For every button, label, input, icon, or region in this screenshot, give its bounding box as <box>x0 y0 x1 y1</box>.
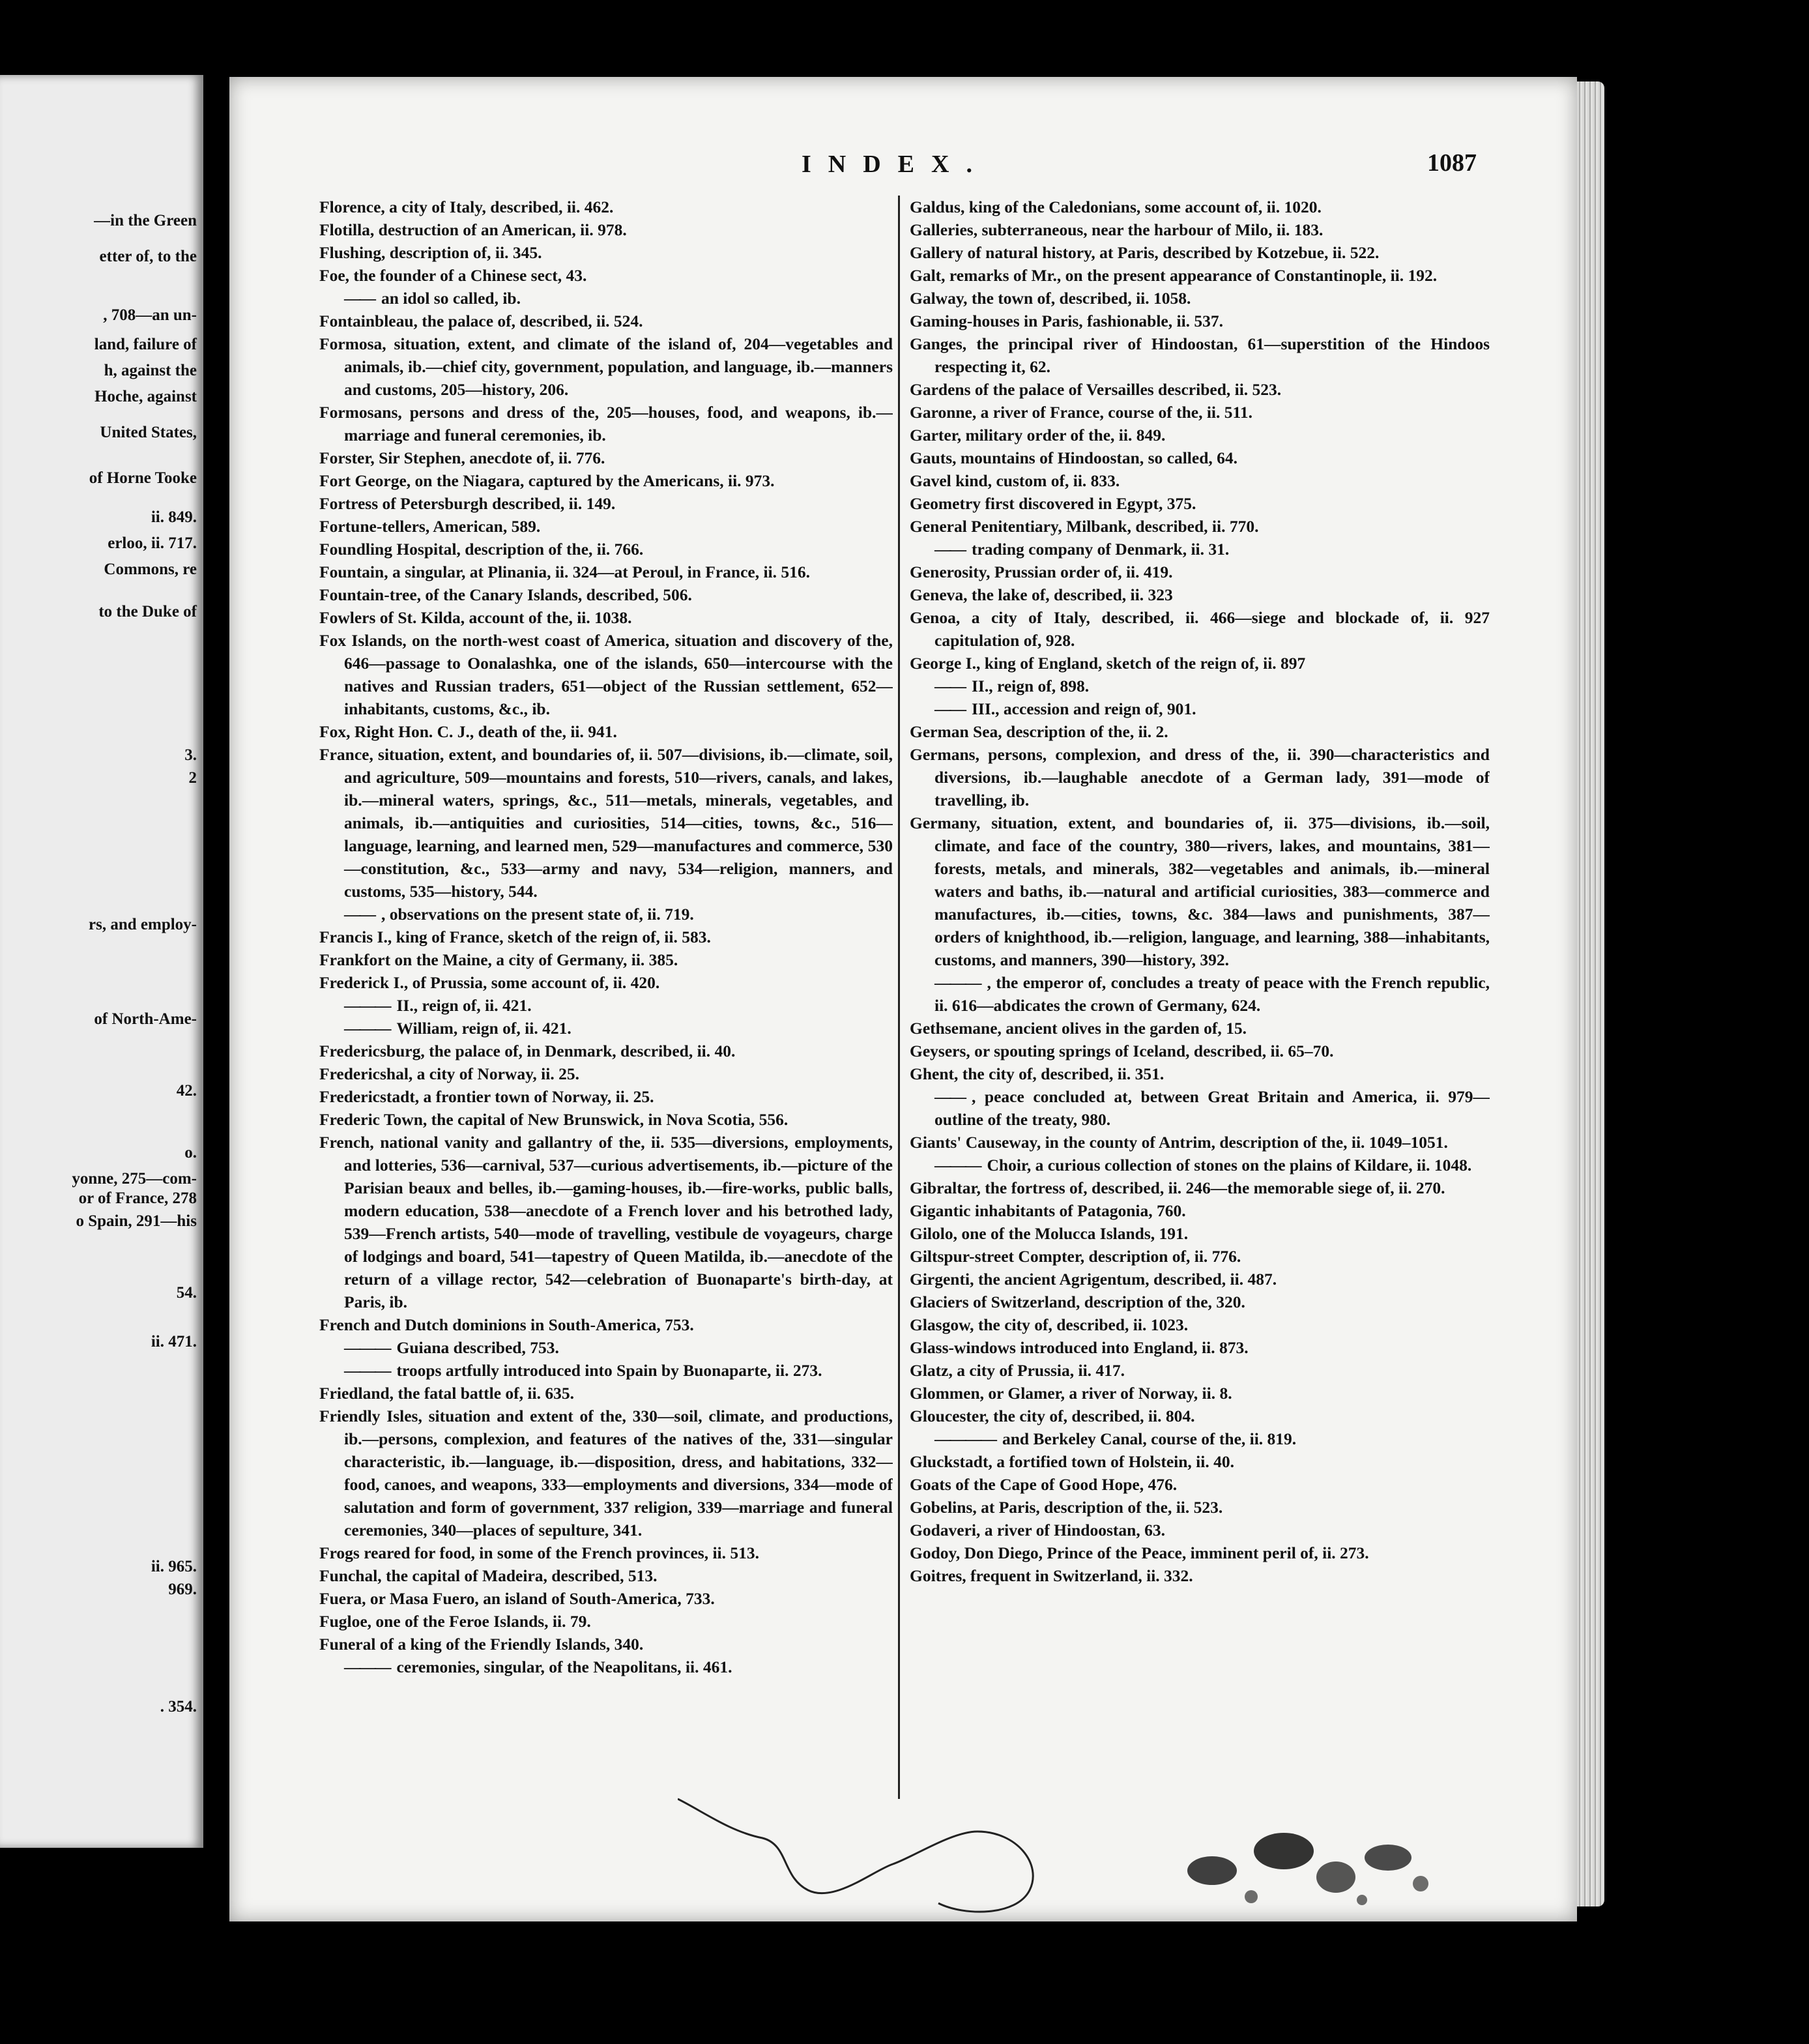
index-entry <box>910 469 1490 492</box>
index-entry <box>910 1291 1490 1313</box>
index-entry-text: General Penitentiary, Milbank, described, ii. 770. <box>910 517 1259 536</box>
index-entry <box>910 1131 1490 1154</box>
ditto-dash: ——— <box>344 1361 390 1380</box>
index-entry-text: Fredericstadt, a frontier town of Norway, ii. 25. <box>319 1087 654 1106</box>
facing-page-text-fragment: erloo, ii. 717. <box>108 534 197 552</box>
index-column-left <box>319 196 893 1812</box>
index-entry <box>319 515 893 538</box>
index-entry <box>910 1017 1490 1040</box>
facing-page-text-fragment: o Spain, 291—his <box>76 1212 197 1230</box>
page-number: 1087 <box>1427 149 1477 177</box>
index-entry <box>910 720 1490 743</box>
index-entry <box>910 446 1490 469</box>
index-entry-text: Germany, situation, extent, and boundaries of, ii. 375—divisions, ib.—soil, climate, and face of the country, 380—rivers, lakes, and mountains, 381—forests, metals, and minerals, 382—vegetables and animals, ib.—mineral waters and baths, ib.—natural and artificial curiosities, 383—commerce and manufactures, ib.—cities, towns, &c. 384—laws and punishments, 387—orders of knighthood, ib.—religion, language, and learning, 388—inhabitants, customs, and manners, 390—history, 392. <box>910 813 1490 969</box>
index-entry-text: II., reign of, 898. <box>972 677 1090 695</box>
index-entry-text: and Berkeley Canal, course of the, ii. 819. <box>1002 1429 1297 1448</box>
index-entry <box>319 1656 893 1678</box>
index-entry <box>319 583 893 606</box>
index-entry <box>319 1633 893 1656</box>
index-entry-text: troops artfully introduced into Spain by Buonaparte, ii. 273. <box>396 1361 822 1380</box>
index-entry-text: Germans, persons, complexion, and dress of the, ii. 390—characteristics and diversions, ib.—laughable anecdote of a German lady, 391—mode of travelling, ib. <box>910 745 1490 810</box>
index-entry-text: Fortress of Petersburgh described, ii. 149. <box>319 494 616 513</box>
index-entry-text: Fox, Right Hon. C. J., death of the, ii. 941. <box>319 722 617 741</box>
index-entry <box>910 332 1490 378</box>
ditto-dash: ——— <box>344 1019 390 1038</box>
facing-page-text-fragment: or of France, 278 <box>78 1190 197 1207</box>
index-entry-text: Fountain-tree, of the Canary Islands, described, 506. <box>319 585 692 604</box>
index-entry-text: Francis I., king of France, sketch of the reign of, ii. 583. <box>319 927 711 946</box>
index-entry-text: Gilolo, one of the Molucca Islands, 191. <box>910 1224 1189 1243</box>
index-entry <box>319 538 893 561</box>
index-entry-text: Gavel kind, custom of, ii. 833. <box>910 471 1120 490</box>
facing-page-text-fragment: ii. 849. <box>151 508 197 526</box>
index-entry <box>910 971 1490 1017</box>
index-entry-text: French, national vanity and gallantry of the, ii. 535—diversions, employments, and lotteries, 536—carnival, 537—curious advertisements, ib.—picture of the Parisian beaux and belles, ib.—gaming-houses, ib.—fire-works, public balls, modern education, 538—anecdote of a French lover and his betrothed lady, 539—French artists, 540—mode of travelling, vestibule de voyageurs, charge of lodgings and board, 541—tapestry of Queen Matilda, ib.—anecdote of the return of a village rector, 542—celebration of Buonaparte's birth-day, at Paris, ib. <box>319 1133 893 1311</box>
facing-page-text-fragment: etter of, to the <box>99 248 197 265</box>
index-entry <box>319 1564 893 1587</box>
index-entry-text: Frederic Town, the capital of New Brunswick, in Nova Scotia, 556. <box>319 1110 789 1129</box>
index-entry-text: Geneva, the lake of, described, ii. 323 <box>910 585 1173 604</box>
index-entry-text: Fountain, a singular, at Plinania, ii. 324—at Peroul, in France, ii. 516. <box>319 562 811 581</box>
index-entry-text: ceremonies, singular, of the Neapolitans, ii. 461. <box>396 1657 732 1676</box>
facing-page-text-fragment: —in the Green <box>94 212 197 229</box>
index-entry-text: Fredericshal, a city of Norway, ii. 25. <box>319 1064 579 1083</box>
index-entry-text: Gluckstadt, a fortified town of Holstein, ii. 40. <box>910 1452 1234 1471</box>
index-entry-text: German Sea, description of the, ii. 2. <box>910 722 1168 741</box>
index-entry-text: Giltspur-street Compter, description of, ii. 776. <box>910 1247 1241 1266</box>
index-entry-text: Goitres, frequent in Switzerland, ii. 332. <box>910 1566 1193 1585</box>
index-entry <box>910 515 1490 538</box>
index-entry <box>910 287 1490 310</box>
index-entry-text: Fugloe, one of the Feroe Islands, ii. 79. <box>319 1612 591 1631</box>
index-entry <box>319 971 893 994</box>
index-entry <box>910 424 1490 446</box>
index-entry-text: Ghent, the city of, described, ii. 351. <box>910 1064 1165 1083</box>
index-entry-text: Gethsemane, ancient olives in the garden of, 15. <box>910 1019 1247 1038</box>
index-entry <box>910 264 1490 287</box>
pen-scribble-mark <box>678 1792 1043 1923</box>
index-entry <box>319 1131 893 1313</box>
facing-page-text-fragment: rs, and employ- <box>89 916 197 933</box>
index-entry-text: Gobelins, at Paris, description of the, ii. 523. <box>910 1498 1223 1517</box>
facing-page-text-fragment: of Horne Tooke <box>89 469 197 487</box>
index-entry-text: , peace concluded at, between Great Britain and America, ii. 979—outline of the treaty, 980. <box>934 1087 1490 1129</box>
index-entry-text: trading company of Denmark, ii. 31. <box>972 540 1230 559</box>
index-entry-text: Frankfort on the Maine, a city of Germany, ii. 385. <box>319 950 678 969</box>
index-entry <box>319 1541 893 1564</box>
index-entry <box>910 743 1490 811</box>
ditto-dash: ——— <box>934 973 981 992</box>
index-entry <box>910 1359 1490 1382</box>
facing-page-text-fragment: yonne, 275—com- <box>72 1170 197 1188</box>
index-entry <box>910 196 1490 218</box>
index-entry-text: George I., king of England, sketch of the reign of, ii. 897 <box>910 654 1306 673</box>
index-entry <box>910 538 1490 561</box>
facing-page-text-fragment: 54. <box>176 1284 197 1302</box>
index-entry-text: Frogs reared for food, in some of the French provinces, ii. 513. <box>319 1543 759 1562</box>
index-entry-text: Glommen, or Glamer, a river of Norway, ii. 8. <box>910 1384 1232 1403</box>
index-entry <box>910 1154 1490 1176</box>
index-entry-text: Formosa, situation, extent, and climate of the island of, 204—vegetables and animals, ib.—chief city, government, population, and language, ib.—manners and customs, 205—history, 206. <box>319 334 893 399</box>
index-entry <box>910 1040 1490 1062</box>
index-entry-text: an idol so called, ib. <box>381 289 521 308</box>
index-entry-text: France, situation, extent, and boundaries of, ii. 507—divisions, ib.—climate, soil, and agriculture, 509—mountains and forests, 510—rivers, canals, and lakes, ib.—mineral waters, springs, &c., 511—metals, minerals, vegetables, and animals, ib.—antiquities and curiosities, 514—cities, towns, &c., 516—language, learning, and learned men, 529—manufactures and commerce, 530—constitution, &c., 533—army and navy, 534—religion, manners, and customs, 535—history, 544. <box>319 745 893 901</box>
index-entry-text: Fuera, or Masa Fuero, an island of South-America, 733. <box>319 1589 715 1608</box>
ditto-dash: ——— <box>344 1657 390 1676</box>
facing-page-text-fragment: o. <box>184 1144 197 1161</box>
ditto-dash: ——— <box>934 1156 981 1175</box>
index-entry <box>319 310 893 332</box>
index-entry <box>319 1062 893 1085</box>
index-entry-text: Geysers, or spouting springs of Iceland, described, ii. 65–70. <box>910 1042 1334 1060</box>
index-entry <box>319 1040 893 1062</box>
ditto-dash: ——— <box>344 1338 390 1357</box>
ditto-dash: ———— <box>934 1429 996 1448</box>
index-entry-text: Galt, remarks of Mr., on the present appearance of Constantinople, ii. 192. <box>910 266 1438 285</box>
index-entry-text: William, reign of, ii. 421. <box>396 1019 572 1038</box>
index-entry <box>910 492 1490 515</box>
index-entry <box>319 720 893 743</box>
index-entry <box>910 241 1490 264</box>
facing-page-text-fragment: 2 <box>188 769 197 787</box>
index-entry-text: , observations on the present state of, ii. 719. <box>381 905 694 924</box>
facing-page-text-fragment: land, failure of <box>94 336 197 353</box>
index-entry-text: Flotilla, destruction of an American, ii. 978. <box>319 220 627 239</box>
index-entry <box>319 1085 893 1108</box>
index-entry <box>319 1336 893 1359</box>
facing-page-text-fragment: ii. 965. <box>151 1558 197 1575</box>
facing-page-text-fragment: 42. <box>176 1082 197 1100</box>
index-entry-text: Geometry first discovered in Egypt, 375. <box>910 494 1196 513</box>
facing-page-text-fragment: United States, <box>100 424 197 441</box>
index-entry <box>910 1062 1490 1085</box>
index-entry <box>910 675 1490 697</box>
index-entry-text: Friendly Isles, situation and extent of the, 330—soil, climate, and productions, ib.—persons, complexion, and features of the natives of the, 331—singular characteristic, ib.—language, ib.—disposition, dress, and habitations, 332—food, canoes, and weapons, 333—employments and diversions, 334—mode of salutation and form of government, 337 religion, 339—marriage and funeral ceremonies, 340—places of sepulture, 341. <box>319 1407 893 1540</box>
index-entry-text: , the emperor of, concludes a treaty of peace with the French republic, ii. 616—abdicates the crown of Germany, 624. <box>934 973 1490 1015</box>
index-entry-text: French and Dutch dominions in South-America, 753. <box>319 1315 694 1334</box>
index-entry-text: Fontainbleau, the palace of, described, ii. 524. <box>319 312 643 330</box>
index-entry-text: Foundling Hospital, description of the, ii. 766. <box>319 540 644 559</box>
index-entry-text: Friedland, the fatal battle of, ii. 635. <box>319 1384 574 1403</box>
index-entry <box>910 310 1490 332</box>
page-edges <box>1577 81 1604 1906</box>
index-entry <box>319 926 893 948</box>
index-entry <box>910 1199 1490 1222</box>
index-entry-text: Girgenti, the ancient Agrigentum, described, ii. 487. <box>910 1270 1277 1289</box>
index-entry <box>910 218 1490 241</box>
index-entry <box>910 1519 1490 1541</box>
index-entry-text: Genoa, a city of Italy, described, ii. 466—siege and blockade of, ii. 927 capitulation of, 928. <box>910 608 1490 650</box>
index-entry <box>319 218 893 241</box>
facing-page-text-fragment: 969. <box>168 1581 197 1598</box>
index-entry <box>910 1176 1490 1199</box>
index-entry-text: Fort George, on the Niagara, captured by the Americans, ii. 973. <box>319 471 775 490</box>
index-entry-text: Garonne, a river of France, course of the, ii. 511. <box>910 403 1252 422</box>
column-divider <box>898 196 900 1799</box>
index-entry-text: Guiana described, 753. <box>396 1338 559 1357</box>
index-entry <box>910 1405 1490 1427</box>
index-entry <box>319 241 893 264</box>
index-entry <box>319 1587 893 1610</box>
index-entry-text: Galdus, king of the Caledonians, some account of, ii. 1020. <box>910 197 1322 216</box>
index-entry-text: Fortune-tellers, American, 589. <box>319 517 541 536</box>
index-entry <box>910 1427 1490 1450</box>
index-entry <box>910 1313 1490 1336</box>
index-entry-text: Giants' Causeway, in the county of Antrim, description of the, ii. 1049–1051. <box>910 1133 1448 1152</box>
index-entry-text: Ganges, the principal river of Hindoostan, 61—superstition of the Hindoos respecting it, 62. <box>910 334 1490 376</box>
index-entry <box>319 948 893 971</box>
index-entry <box>910 1473 1490 1496</box>
index-entry-text: Gloucester, the city of, described, ii. 804. <box>910 1407 1195 1425</box>
ditto-dash: —— <box>934 699 965 718</box>
index-entry-text: Gardens of the palace of Versailles described, ii. 523. <box>910 380 1282 399</box>
facing-page-text-fragment: , 708—an un- <box>103 306 197 324</box>
index-entry <box>319 264 893 287</box>
index-entry <box>910 1085 1490 1131</box>
index-entry <box>319 1610 893 1633</box>
index-entry <box>319 994 893 1017</box>
index-entry <box>910 378 1490 401</box>
index-entry-text: Formosans, persons and dress of the, 205—houses, food, and weapons, ib.—marriage and funeral ceremonies, ib. <box>319 403 893 445</box>
index-entry-text: Fowlers of St. Kilda, account of the, ii. 1038. <box>319 608 632 627</box>
index-entry-text: Godaveri, a river of Hindoostan, 63. <box>910 1521 1165 1540</box>
index-entry-text: Gauts, mountains of Hindoostan, so called, 64. <box>910 448 1238 467</box>
ink-smudge <box>1173 1805 1447 1916</box>
index-entry-text: Gigantic inhabitants of Patagonia, 760. <box>910 1201 1186 1220</box>
index-entry-text: Choir, a curious collection of stones on the plains of Kildare, ii. 1048. <box>987 1156 1472 1175</box>
index-entry <box>319 743 893 903</box>
ditto-dash: —— <box>934 540 965 559</box>
index-entry-text: III., accession and reign of, 901. <box>972 699 1196 718</box>
index-entry-text: Glaciers of Switzerland, description of the, 320. <box>910 1292 1245 1311</box>
index-entry-text: Forster, Sir Stephen, anecdote of, ii. 776. <box>319 448 605 467</box>
facing-page-fragment <box>0 75 203 1848</box>
index-entry-text: Frederick I., of Prussia, some account of, ii. 420. <box>319 973 660 992</box>
ditto-dash: —— <box>344 289 375 308</box>
index-entry-text: Glatz, a city of Prussia, ii. 417. <box>910 1361 1125 1380</box>
facing-page-text-fragment: ii. 471. <box>151 1333 197 1350</box>
index-entry <box>910 652 1490 675</box>
index-entry <box>910 697 1490 720</box>
index-entry-text: Gibraltar, the fortress of, described, ii. 246—the memorable siege of, ii. 270. <box>910 1178 1445 1197</box>
index-entry <box>910 1541 1490 1564</box>
index-entry-text: Florence, a city of Italy, described, ii. 462. <box>319 197 614 216</box>
index-entry <box>910 1268 1490 1291</box>
index-entry-text: Garter, military order of the, ii. 849. <box>910 426 1166 445</box>
ditto-dash: —— <box>344 905 375 924</box>
ditto-dash: —— <box>934 677 965 695</box>
index-entry <box>319 1405 893 1541</box>
index-entry-text: Galleries, subterraneous, near the harbour of Milo, ii. 183. <box>910 220 1324 239</box>
facing-page-text-fragment: to the Duke of <box>98 603 197 620</box>
index-entry-text: Gaming-houses in Paris, fashionable, ii. 537. <box>910 312 1224 330</box>
index-entry <box>319 1382 893 1405</box>
index-entry-text: Galway, the town of, described, ii. 1058. <box>910 289 1191 308</box>
index-entry-text: Goats of the Cape of Good Hope, 476. <box>910 1475 1178 1494</box>
facing-page-text-fragment: 3. <box>184 746 197 764</box>
page-title: INDEX. <box>802 151 989 178</box>
index-entry <box>910 401 1490 424</box>
ditto-dash: ——— <box>344 996 390 1015</box>
ditto-dash: —— <box>934 1087 965 1106</box>
index-entry <box>910 561 1490 583</box>
index-entry-text: Foe, the founder of a Chinese sect, 43. <box>319 266 587 285</box>
index-entry-text: Flushing, description of, ii. 345. <box>319 243 542 262</box>
index-entry-text: Glass-windows introduced into England, ii. 873. <box>910 1338 1249 1357</box>
index-entry <box>319 446 893 469</box>
index-entry <box>910 583 1490 606</box>
index-entry <box>319 629 893 720</box>
index-entry <box>319 332 893 401</box>
index-entry <box>910 1245 1490 1268</box>
index-entry <box>910 1496 1490 1519</box>
index-entry <box>319 1359 893 1382</box>
index-entry <box>910 811 1490 971</box>
index-entry <box>910 1450 1490 1473</box>
index-entry <box>319 606 893 629</box>
facing-page-text-fragment: . 354. <box>160 1698 197 1716</box>
index-entry <box>319 287 893 310</box>
index-entry-text: Funchal, the capital of Madeira, described, 513. <box>319 1566 658 1585</box>
index-entry <box>319 561 893 583</box>
index-entry-text: Fredericsburg, the palace of, in Denmark, described, ii. 40. <box>319 1042 736 1060</box>
index-entry <box>319 1017 893 1040</box>
index-entry-text: Glasgow, the city of, described, ii. 1023. <box>910 1315 1189 1334</box>
index-entry <box>319 196 893 218</box>
facing-page-text-fragment: h, against the <box>104 362 197 379</box>
index-entry <box>319 1108 893 1131</box>
index-entry-text: II., reign of, ii. 421. <box>396 996 532 1015</box>
index-entry-text: Funeral of a king of the Friendly Islands, 340. <box>319 1635 644 1654</box>
index-entry <box>319 1313 893 1336</box>
index-entry <box>319 469 893 492</box>
facing-page-text-fragment: Commons, re <box>104 561 197 578</box>
index-entry <box>319 401 893 446</box>
index-column-right <box>910 196 1490 1812</box>
facing-page-text-fragment: of North-Ame- <box>94 1010 197 1028</box>
index-entry <box>319 903 893 926</box>
index-entry-text: Fox Islands, on the north-west coast of America, situation and discovery of the, 646—passage to Oonalashka, one of the islands, 650—intercourse with the natives and Russian traders, 651—object of the Russian settlement, 652—inhabitants, customs, &c., ib. <box>319 631 893 718</box>
index-entry <box>910 1336 1490 1359</box>
index-entry <box>910 606 1490 652</box>
index-entry-text: Godoy, Don Diego, Prince of the Peace, imminent peril of, ii. 273. <box>910 1543 1369 1562</box>
index-entry-text: Generosity, Prussian order of, ii. 419. <box>910 562 1173 581</box>
index-entry-text: Gallery of natural history, at Paris, described by Kotzebue, ii. 522. <box>910 243 1380 262</box>
facing-page-text-fragment: Hoche, against <box>94 388 197 405</box>
index-entry <box>319 492 893 515</box>
index-entry <box>910 1564 1490 1587</box>
index-entry <box>910 1222 1490 1245</box>
index-entry <box>910 1382 1490 1405</box>
